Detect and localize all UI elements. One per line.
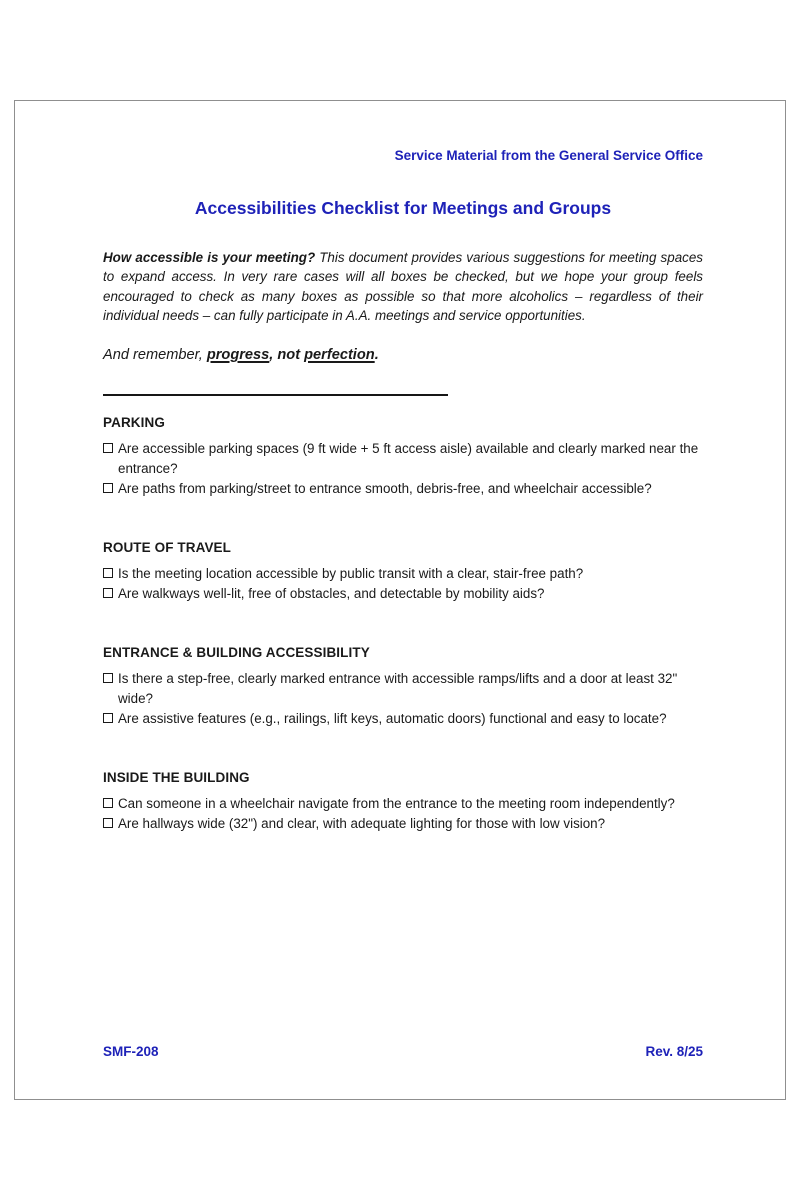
section-heading: PARKING (103, 415, 165, 431)
checklist-sections (103, 415, 703, 834)
intro-lead: How accessible is your meeting? (103, 250, 316, 265)
checklist-item (103, 564, 703, 584)
section-heading: ENTRANCE & BUILDING ACCESSIBILITY (103, 645, 370, 661)
checklist-item (103, 669, 703, 709)
checkbox-icon (103, 483, 113, 493)
checklist-section (103, 645, 703, 729)
intro-body: This document provides various suggestions for meeting spaces to expand access. In very rare cases will all boxes be checked, but we hope your group feels encouraged to check as many boxes as possible so that more alcoholics – regardless of their individual needs – can fully participate in A.A. meetings and service opportunities. (103, 250, 703, 323)
checkbox-icon (103, 798, 113, 808)
checklist-item (103, 814, 703, 834)
checkbox-icon (103, 713, 113, 723)
reminder-word-progress: progress (206, 347, 270, 364)
document-page (14, 100, 786, 1100)
reminder-emphasis (207, 347, 379, 363)
checklist-item-text: Are walkways well-lit, free of obstacles, and detectable by mobility aids? (118, 586, 545, 602)
checklist-item-text: Are assistive features (e.g., railings, lift keys, automatic doors) functional and easy to locate? (118, 711, 667, 727)
checklist-section (103, 540, 703, 604)
reminder-line (103, 345, 703, 365)
checklist-item-text: Are hallways wide (32") and clear, with adequate lighting for those with low vision? (118, 816, 606, 832)
checklist-item-text: Are accessible parking spaces (9 ft wide + 5 ft access aisle) available and clearly marked near the entrance? (118, 441, 699, 477)
checkbox-icon (103, 588, 113, 598)
checklist-item-text: Is there a step-free, clearly marked entrance with accessible ramps/lifts and a door at least 32" wide? (118, 671, 678, 707)
page-footer (103, 1044, 703, 1059)
page-title: Accessibilities Checklist for Meetings and Groups (194, 198, 612, 218)
checklist-item-text: Is the meeting location accessible by public transit with a clear, stair-free path? (118, 566, 584, 582)
checklist-item (103, 439, 703, 479)
checklist-item (103, 794, 703, 814)
checkbox-icon (103, 443, 113, 453)
checklist-section (103, 415, 703, 499)
reminder-middle: , not (269, 347, 305, 364)
checklist-item (103, 584, 703, 604)
reminder-period: . (374, 347, 379, 364)
checkbox-icon (103, 673, 113, 683)
divider-line (103, 394, 448, 396)
revision-label: Rev. 8/25 (645, 1044, 703, 1059)
checkbox-icon (103, 568, 113, 578)
checklist-item (103, 709, 703, 729)
section-heading: INSIDE THE BUILDING (103, 770, 250, 786)
reminder-prefix: And remember, (103, 347, 207, 364)
checklist-section (103, 770, 703, 834)
intro-paragraph (103, 248, 703, 325)
doc-number: SMF-208 (103, 1044, 159, 1059)
checklist-item-text: Are paths from parking/street to entrance smooth, debris-free, and wheelchair accessible? (118, 481, 652, 497)
checklist-item-text: Can someone in a wheelchair navigate from the entrance to the meeting room independently? (118, 796, 675, 812)
checkbox-icon (103, 818, 113, 828)
checklist-item (103, 479, 703, 499)
section-heading: ROUTE OF TRAVEL (103, 540, 231, 556)
header-note: Service Material from the General Service Office (394, 148, 703, 163)
reminder-word-perfection: perfection (304, 347, 375, 364)
